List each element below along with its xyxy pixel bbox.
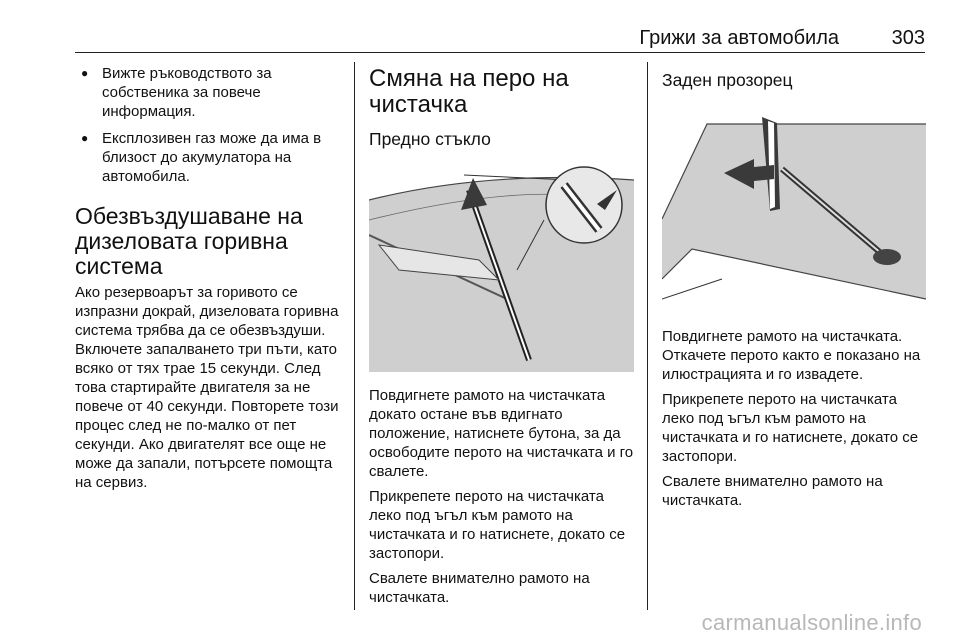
column-3 <box>662 64 927 510</box>
rear-wiper-illustration <box>662 99 926 311</box>
bullet-item: ● Експлозивен газ може да има в близост до акумулатора на автомобила. <box>81 130 322 185</box>
header-rule <box>75 52 925 53</box>
bullet-item: ● Вижте ръководството за собственика за повече информация. <box>81 65 272 120</box>
column-divider-1 <box>354 62 355 610</box>
column-2 <box>369 64 634 607</box>
subheading-rear-window: Заден прозорец <box>662 70 793 90</box>
paragraph: Свалете внимателно рамото на чистачката. <box>369 570 590 606</box>
column-divider-2 <box>647 62 648 610</box>
column-1 <box>75 64 343 492</box>
page-header <box>75 25 925 53</box>
section-heading-wiper: Смяна на перо на чистачка <box>369 65 569 118</box>
paragraph: Повдигнете рамото на чистачката докато остане във вдигнато положение, натиснете бутона, за да освободите перото на чистачката и го свалете. <box>369 387 634 480</box>
bullet-list <box>75 64 343 186</box>
page-number: 303 <box>891 27 925 49</box>
bullet-icon: ● <box>81 131 89 145</box>
subheading-windscreen: Предно стъкло <box>369 129 491 149</box>
section-text-bleeding: Ако резервоарът за горивото се изпразни докрай, дизеловата горивна система трябва да се обезвъздуши. Включете запалването три пъти, като всяко от тях трае 15 секунди. След това стартирайте двигателя за не повече от 40 секунди. Повторете този процес след не по-малко от пет секунди. Ако двигателят все още не може да запали, потърсете помощта на сервиз. <box>75 284 339 491</box>
paragraph: Прикрепете перото на чистачката леко под ъгъл към рамото на чистачката и го натиснете, докато се застопори. <box>662 391 919 465</box>
paragraph: Прикрепете перото на чистачката леко под ъгъл към рамото на чистачката и го натиснете, докато се застопори. <box>369 488 626 562</box>
bullet-icon: ● <box>81 66 89 80</box>
paragraph: Свалете внимателно рамото на чистачката. <box>662 473 883 509</box>
watermark-text: carmanualsonline.info <box>701 610 922 635</box>
windscreen-wiper-illustration <box>369 160 634 372</box>
section-heading-bleeding: Обезвъздушаване на дизеловата горивна система <box>75 203 303 279</box>
paragraph: Повдигнете рамото на чистачката. Откачете перото както е показано на илюстрацията и го извадете. <box>662 328 921 383</box>
header-title: Грижи за автомобила <box>639 27 839 49</box>
